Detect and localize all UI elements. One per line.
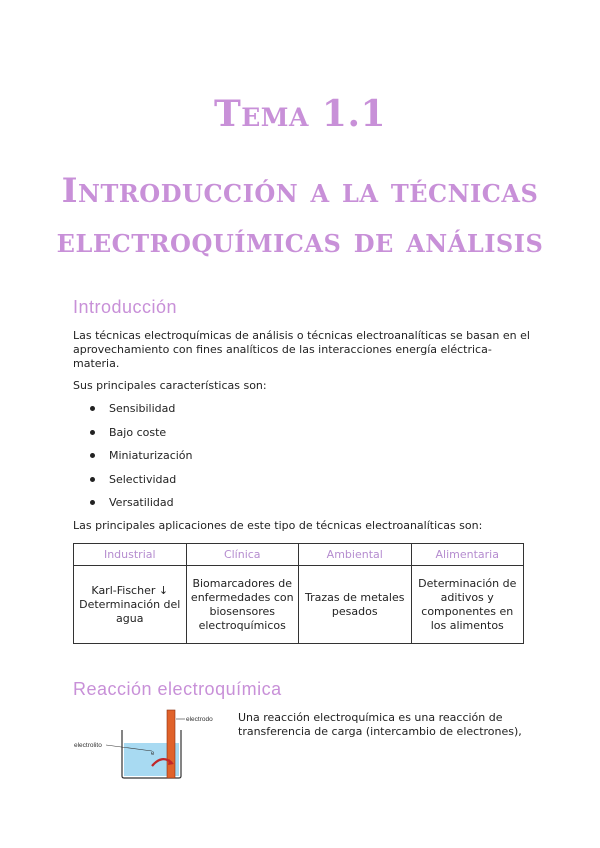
- feature-item: Versatilidad: [88, 494, 193, 518]
- applications-lead: Las principales aplicaciones de este tipo de técnicas electroanalíticas son:: [73, 519, 483, 532]
- table-row: [74, 566, 524, 644]
- table-header-industrial: Industrial: [74, 544, 187, 566]
- intro-paragraph: Las técnicas electroquímicas de análisis o técnicas electroanalíticas se basan en el aprovechamiento con fines analíticos de las interacciones energía eléctrica-materia.: [73, 329, 530, 370]
- table-header-ambiental: Ambiental: [299, 544, 412, 566]
- title-line-2: electroquímicas de análisis: [56, 221, 544, 261]
- applications-table: [73, 543, 524, 644]
- table-cell: Trazas de metales pesados: [299, 566, 412, 644]
- table-header-alimentaria: Alimentaria: [411, 544, 524, 566]
- table-cell: Determinación de aditivos y componentes en los alimentos: [411, 566, 524, 644]
- feature-item: Selectividad: [88, 471, 193, 495]
- feature-item: Sensibilidad: [88, 400, 193, 424]
- electrochemical-cell-figure: [72, 706, 232, 788]
- table-cell: Karl-Fischer ↓ Determinación del agua: [74, 566, 187, 644]
- feature-item: Miniaturización: [88, 447, 193, 471]
- electrode-label: electrodo: [186, 716, 213, 723]
- intro-heading: Introducción: [73, 297, 178, 317]
- table-cell: Biomarcadores de enfermedades con biosensores electroquímicos: [186, 566, 299, 644]
- electrode: [167, 710, 175, 778]
- document-title: [0, 166, 600, 266]
- table-header-clinica: Clínica: [186, 544, 299, 566]
- topic-number: Tema 1.1: [213, 93, 387, 135]
- title-line-1: Introducción a la técnicas: [61, 171, 539, 211]
- electron-label: e: [151, 751, 155, 757]
- reaction-heading: Reacción electroquímica: [73, 679, 282, 699]
- reaction-text-line-2: transferencia de carga (intercambio de electrones),: [238, 725, 522, 738]
- features-lead: Sus principales características son:: [73, 379, 267, 392]
- feature-item: Bajo coste: [88, 424, 193, 448]
- features-list: [88, 400, 193, 518]
- reaction-text: [238, 711, 538, 739]
- reaction-text-line-1: Una reacción electroquímica es una reacción de: [238, 711, 503, 724]
- electrolyte-label: electrolito: [74, 742, 102, 749]
